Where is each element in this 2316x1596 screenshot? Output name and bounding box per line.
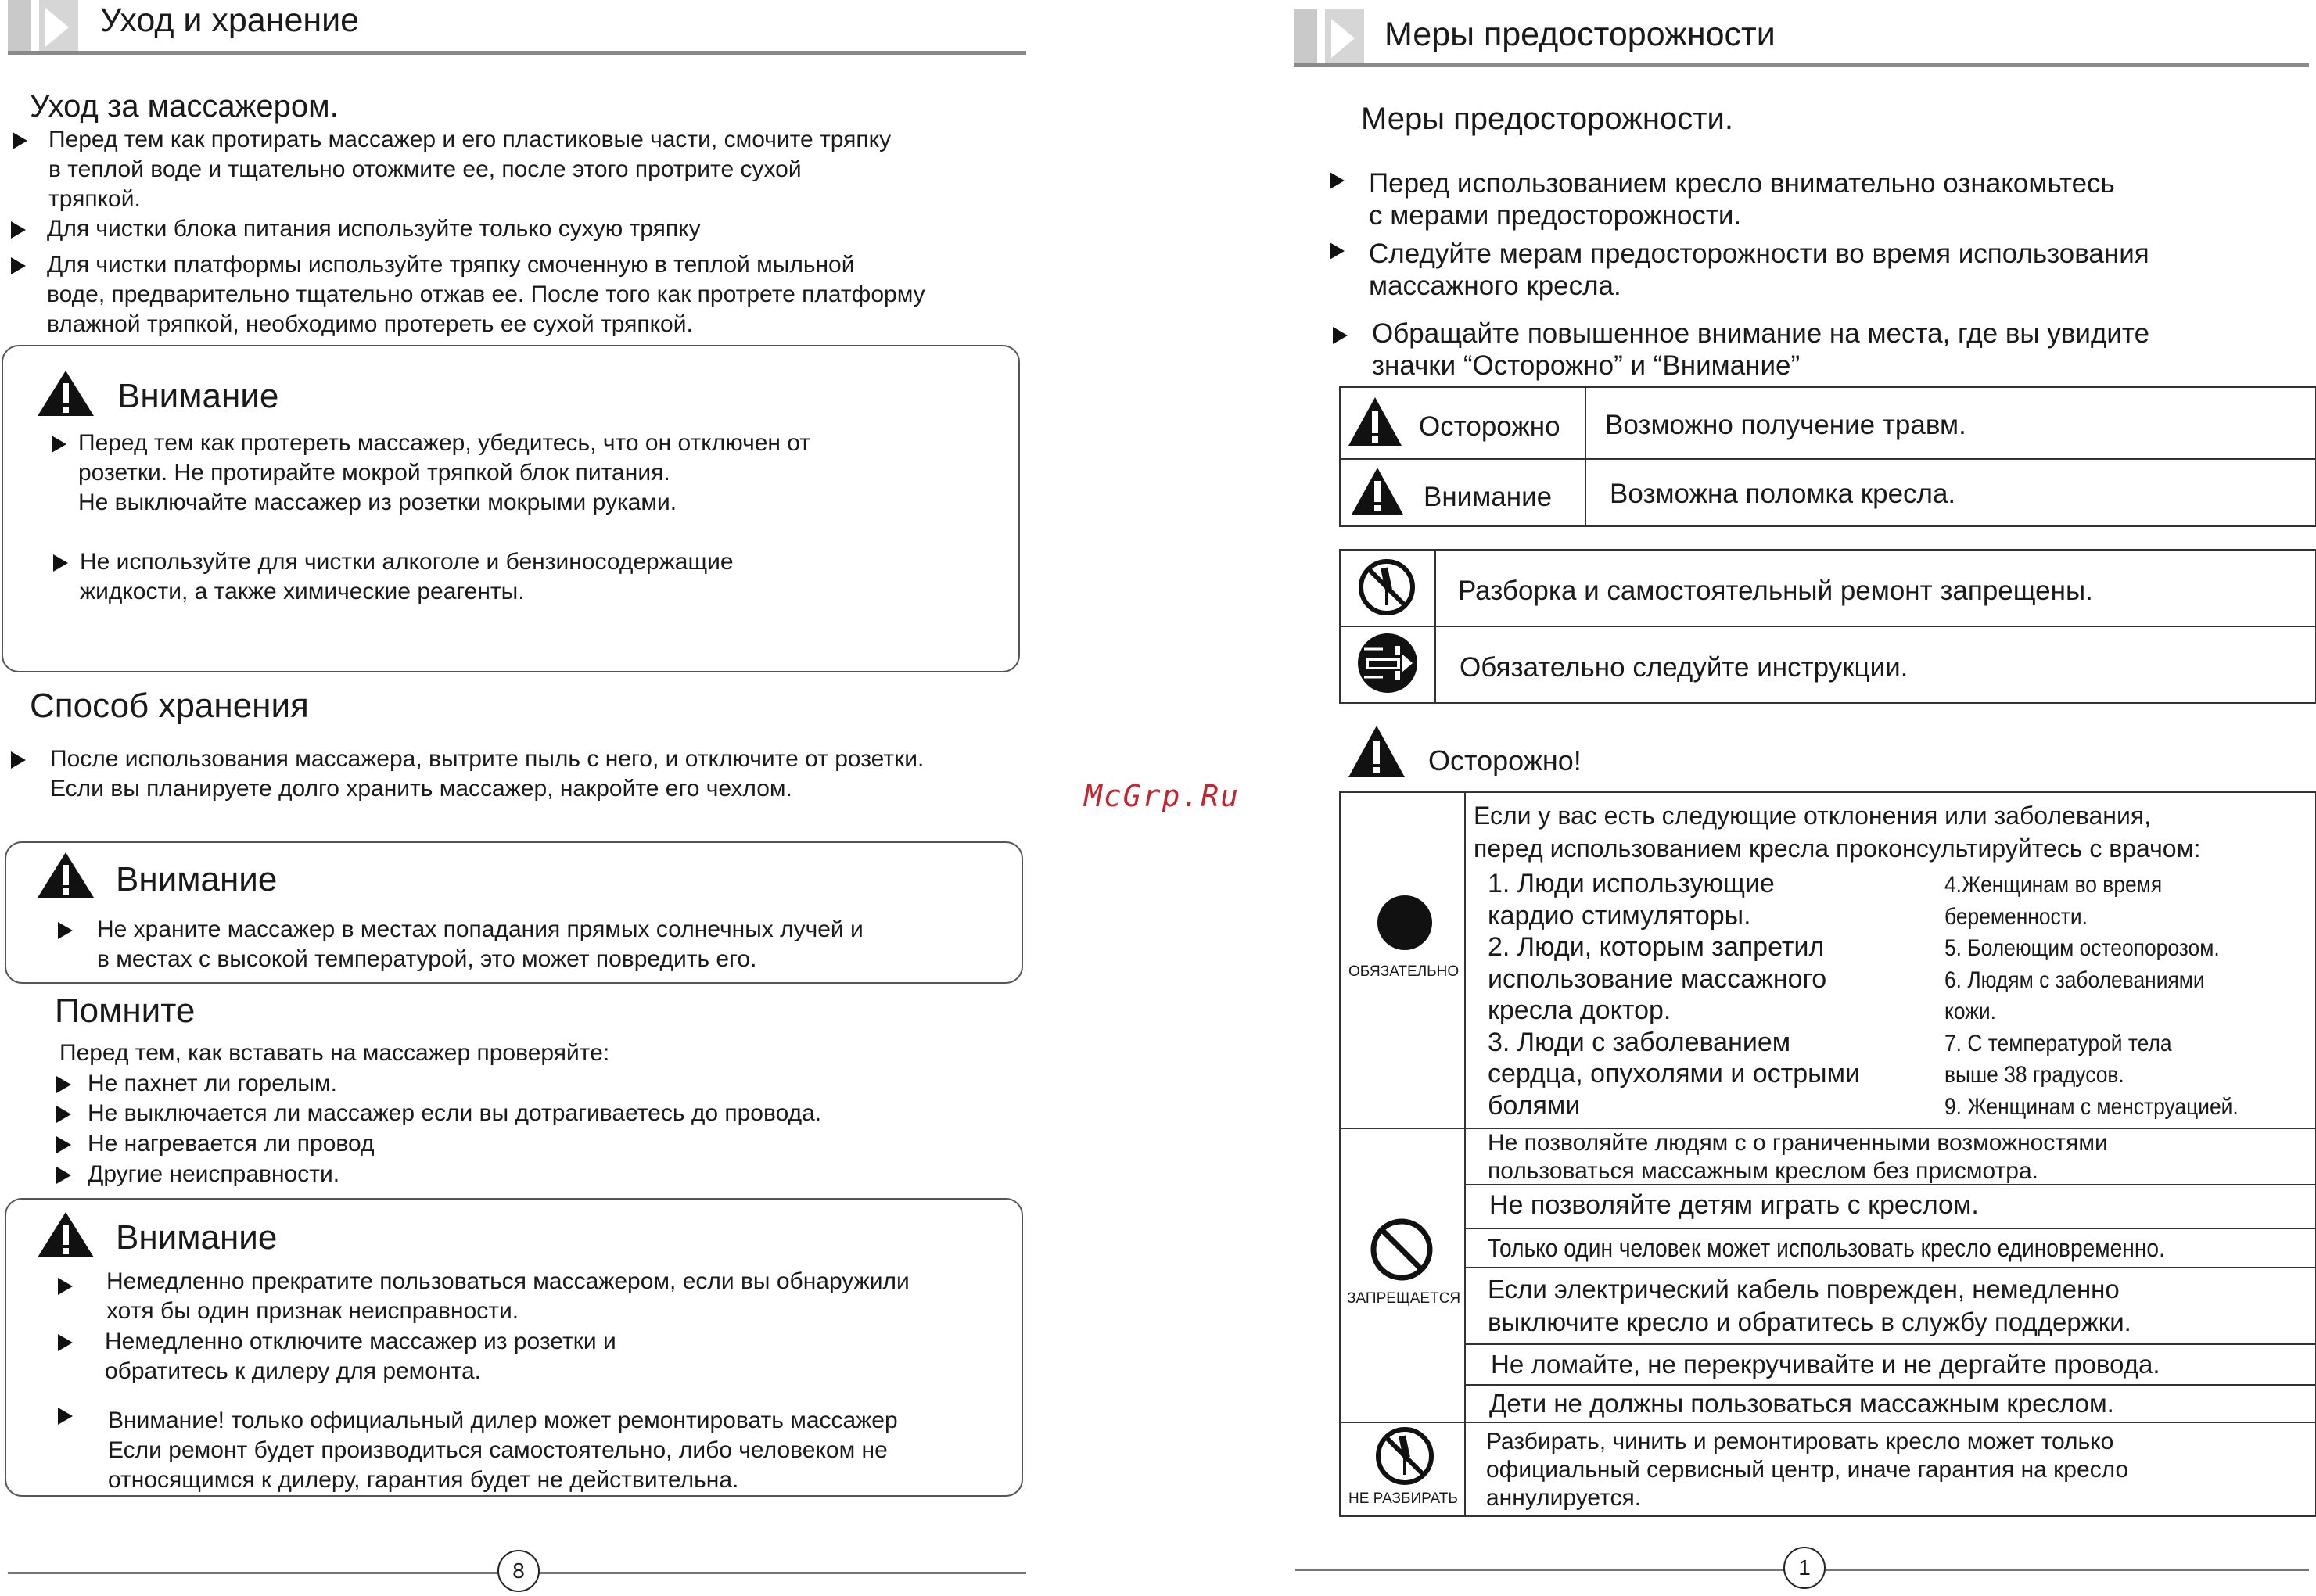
bullet-icon [53,554,68,572]
warning-3-item-1 [58,1267,910,1326]
line: в теплой воде и тщательно отожмите ее, после этого протрите сухой [48,156,802,182]
line: Другие неисправности. [88,1161,340,1187]
symbol-no-disassembly-text: Разборка и самостоятельный ремонт запрещены. [1458,576,2093,606]
requirements-divider [1464,791,1466,1517]
bullet-icon [58,922,73,939]
attention-triangle-icon [1350,466,1405,516]
legend-attention-text: Возможна поломка кресла. [1610,479,1956,509]
line: 1. Люди использующие [1488,869,1775,898]
line: значки “Осторожно” и “Внимание” [1372,350,1801,381]
caution-triangle-icon [1347,724,1406,779]
right-item-1 [1330,167,2115,231]
care-item-1 [13,125,891,214]
line: Если вы планируете долго хранить массажер, накройте его чехлом. [50,776,792,802]
remember-item-4 [56,1160,339,1189]
care-item-2 [11,214,701,244]
line: Перед использованием кресло внимательно ознакомьтесь [1369,168,2115,199]
no-disassembly-icon [1356,557,1417,618]
prohibited-row-2: Не позволяйте детям играть с креслом. [1489,1190,1979,1220]
line: выключите кресло и обратитесь в службу поддержки. [1488,1307,2131,1336]
line: обратитесь к дилеру для ремонта. [105,1358,481,1384]
bullet-icon [11,221,26,239]
line: Внимание! только официальный дилер может ремонтировать массажер [108,1408,898,1433]
bullet-icon [11,751,26,769]
line: Не позволяйте людям с о граниченными возможностями [1488,1130,2108,1156]
line: с мерами предосторожности. [1369,200,1742,231]
line: влажной тряпкой, необходимо протереть ее сухой тряпкой. [47,311,693,337]
care-item-3 [11,250,925,339]
line: Разбирать, чинить и ремонтировать кресло может только [1486,1429,2114,1454]
remember-intro: Перед тем, как вставать на массажер проверяйте: [59,1040,610,1066]
line: использование массажного [1488,963,1827,994]
remember-item-3 [56,1129,375,1159]
bullet-icon [58,1408,73,1425]
unplug-icon [1356,630,1419,696]
line: кардио стимуляторы. [1488,900,1751,931]
line: официальный сервисный центр, иначе гарантия на кресло [1486,1457,2129,1483]
line: Немедленно прекратите пользоваться массажером, если вы обнаружили [106,1268,910,1294]
line: Для чистки платформы используйте тряпку смоченную в теплой мыльной [47,252,855,278]
line: 4.Женщинам во время [1944,872,2163,898]
line: массажного кресла. [1369,271,1621,301]
line: Не выключайте массажер из розетки мокрыми руками. [78,490,677,515]
left-header [8,0,1026,55]
right-item-3 [1333,317,2149,382]
line: Не выключается ли массажер если вы дотрагиваетесь до провода. [88,1100,822,1126]
prohibited-label: ЗАПРЕЩАЕТСЯ [1347,1290,1461,1307]
remember-item-2 [56,1099,821,1128]
line: Если электрический кабель поврежден, немедленно [1488,1275,2120,1304]
line: Не пахнет ли горелым. [88,1071,337,1096]
bullet-icon [56,1106,71,1123]
prohibited-icon [1369,1217,1434,1282]
legend-caution-label: Осторожно [1419,411,1560,442]
line: 3. Люди с заболеванием [1488,1027,1791,1057]
warning-3-item-2 [58,1327,616,1386]
row-divider [1464,1384,2316,1386]
no-disassemble-label: НЕ РАЗБИРАТЬ [1348,1490,1458,1507]
bullet-icon [56,1136,71,1153]
bullet-icon [58,1334,73,1351]
bullet-icon [56,1167,71,1184]
bullet-icon [11,257,26,274]
bullet-icon [56,1076,71,1093]
warning-triangle-icon [36,1210,95,1259]
line: хотя бы один признак неисправности. [106,1298,519,1324]
line: 7. С температурой тела [1944,1030,2172,1056]
line: Перед тем как протереть массажер, убедитесь, что он отключен от [78,430,811,456]
line: Следуйте мерам предосторожности во время использования [1369,239,2149,269]
bullet-icon [13,132,27,149]
bullet-icon [1330,172,1345,189]
right-subtitle: Меры предосторожности. [1361,102,1734,136]
line: розетки. Не протирайте мокрой тряпкой блок питания. [78,460,670,486]
caution-title: Осторожно! [1428,744,1582,776]
right-item-2 [1330,238,2149,302]
line: Если у вас есть следующие отклонения или заболевания, [1474,802,2152,830]
mandatory-col-2 [1944,870,2239,1123]
prohibited-row-4 [1488,1273,2131,1339]
care-title: Уход за массажером. [30,89,339,124]
line: кресла доктор. [1488,995,1671,1025]
bullet-icon [58,1278,73,1295]
bullet-icon [1333,327,1348,344]
no-disassemble-icon [1373,1425,1436,1487]
line: выше 38 градусов. [1944,1062,2124,1088]
line: 9. Женщинам с менструацией. [1944,1093,2239,1120]
legend-row-divider [1339,458,2316,460]
mandatory-icon [1377,895,1433,951]
legend-caution-text: Возможно получение травм. [1605,410,1966,440]
line: Если ремонт будет производиться самостоятельно, либо человеком не [108,1437,888,1463]
warning-title-1: Внимание [117,377,279,415]
line: болями [1488,1090,1581,1121]
warning-title-2: Внимание [116,860,278,898]
mandatory-label: ОБЯЗАТЕЛЬНО [1348,963,1460,980]
prohibited-row-1 [1488,1129,2108,1185]
prohibited-row-6: Дети не должны пользоваться массажным креслом. [1489,1389,2114,1418]
prohibited-end [1339,1422,2316,1423]
warning-1-item-2 [53,547,734,607]
warning-title-3: Внимание [116,1218,278,1257]
left-page-number: 8 [497,1550,540,1592]
line: Немедленно отключите массажер из розетки и [105,1329,616,1354]
legend-attention-label: Внимание [1424,482,1553,512]
line: Обращайте повышенное внимание на места, где вы увидите [1372,318,2150,349]
header-rule [8,51,1026,55]
right-header-title: Меры предосторожности [1384,16,1776,53]
line: жидкости, а также химические реагенты. [80,579,525,604]
storage-title: Способ хранения [30,687,309,725]
line: перед использованием кресла проконсультируйтесь с врачом: [1474,834,2201,863]
line: воде, предварительно тщательно отжав ее. После того как протрете платформу [47,282,925,307]
symbols-row-divider [1339,626,2316,627]
prohibited-row-5: Не ломайте, не перекручивайте и не дергайте провода. [1491,1350,2160,1379]
remember-title: Помните [55,992,196,1030]
line: Для чистки блока питания используйте только сухую тряпку [47,216,701,242]
line: аннулируется. [1486,1485,1642,1511]
line: 2. Люди, которым запретил [1488,932,1825,962]
line: относящимся к дилеру, гарантия будет не действительна. [108,1467,739,1493]
watermark: McGrp.Ru [1084,779,1241,813]
legend-divider [1585,386,1586,527]
bullet-icon [52,436,66,453]
warning-2-item-1 [58,915,864,974]
remember-item-1 [56,1069,337,1099]
storage-item [11,744,924,804]
line: Не используйте для чистки алкоголе и бензиносодержащие [80,549,734,575]
prohibited-row-3: Только один человек может использовать кресло единовременно. [1488,1234,2165,1262]
warning-3-item-3 [58,1406,898,1495]
right-header [1294,9,2309,67]
warning-triangle-icon [36,369,95,418]
warning-triangle-icon [36,851,95,899]
row-divider [1464,1343,2316,1345]
line: 6. Людям с заболеваниями [1944,967,2205,993]
right-page-number: 1 [1783,1547,1826,1589]
line: После использования массажера, вытрите пыль с него, и отключите от розетки. [50,746,925,772]
symbol-follow-instructions-text: Обязательно следуйте инструкции. [1460,652,1908,683]
line: Перед тем как протирать массажер и его пластиковые части, смочите тряпку [48,127,892,152]
line: 5. Болеющим остеопорозом. [1944,935,2220,961]
caution-triangle-icon [1347,396,1403,447]
row-divider [1464,1267,2316,1268]
line: в местах с высокой температурой, это может повредить его. [97,946,757,972]
warning-1-item-1 [52,429,810,518]
line: пользоваться массажным креслом без присмотра. [1488,1158,2038,1184]
line: Не храните массажер в местах попадания прямых солнечных лучей и [97,916,864,942]
line: тряпкой. [48,186,141,212]
line: кожи. [1944,999,1996,1024]
header-chevron-icon [45,8,69,47]
line: сердца, опухолями и острыми [1488,1059,1860,1089]
no-disassemble-text [1486,1428,2128,1512]
header-rule [1294,63,2309,67]
row-divider [1464,1228,2316,1229]
line: Не нагревается ли провод [88,1131,375,1157]
left-header-title: Уход и хранение [100,2,360,39]
line: беременности. [1944,903,2088,930]
mandatory-col-1 [1488,868,1860,1121]
header-chevron-icon [1331,19,1355,58]
bullet-icon [1330,242,1345,260]
mandatory-intro [1474,799,2200,865]
